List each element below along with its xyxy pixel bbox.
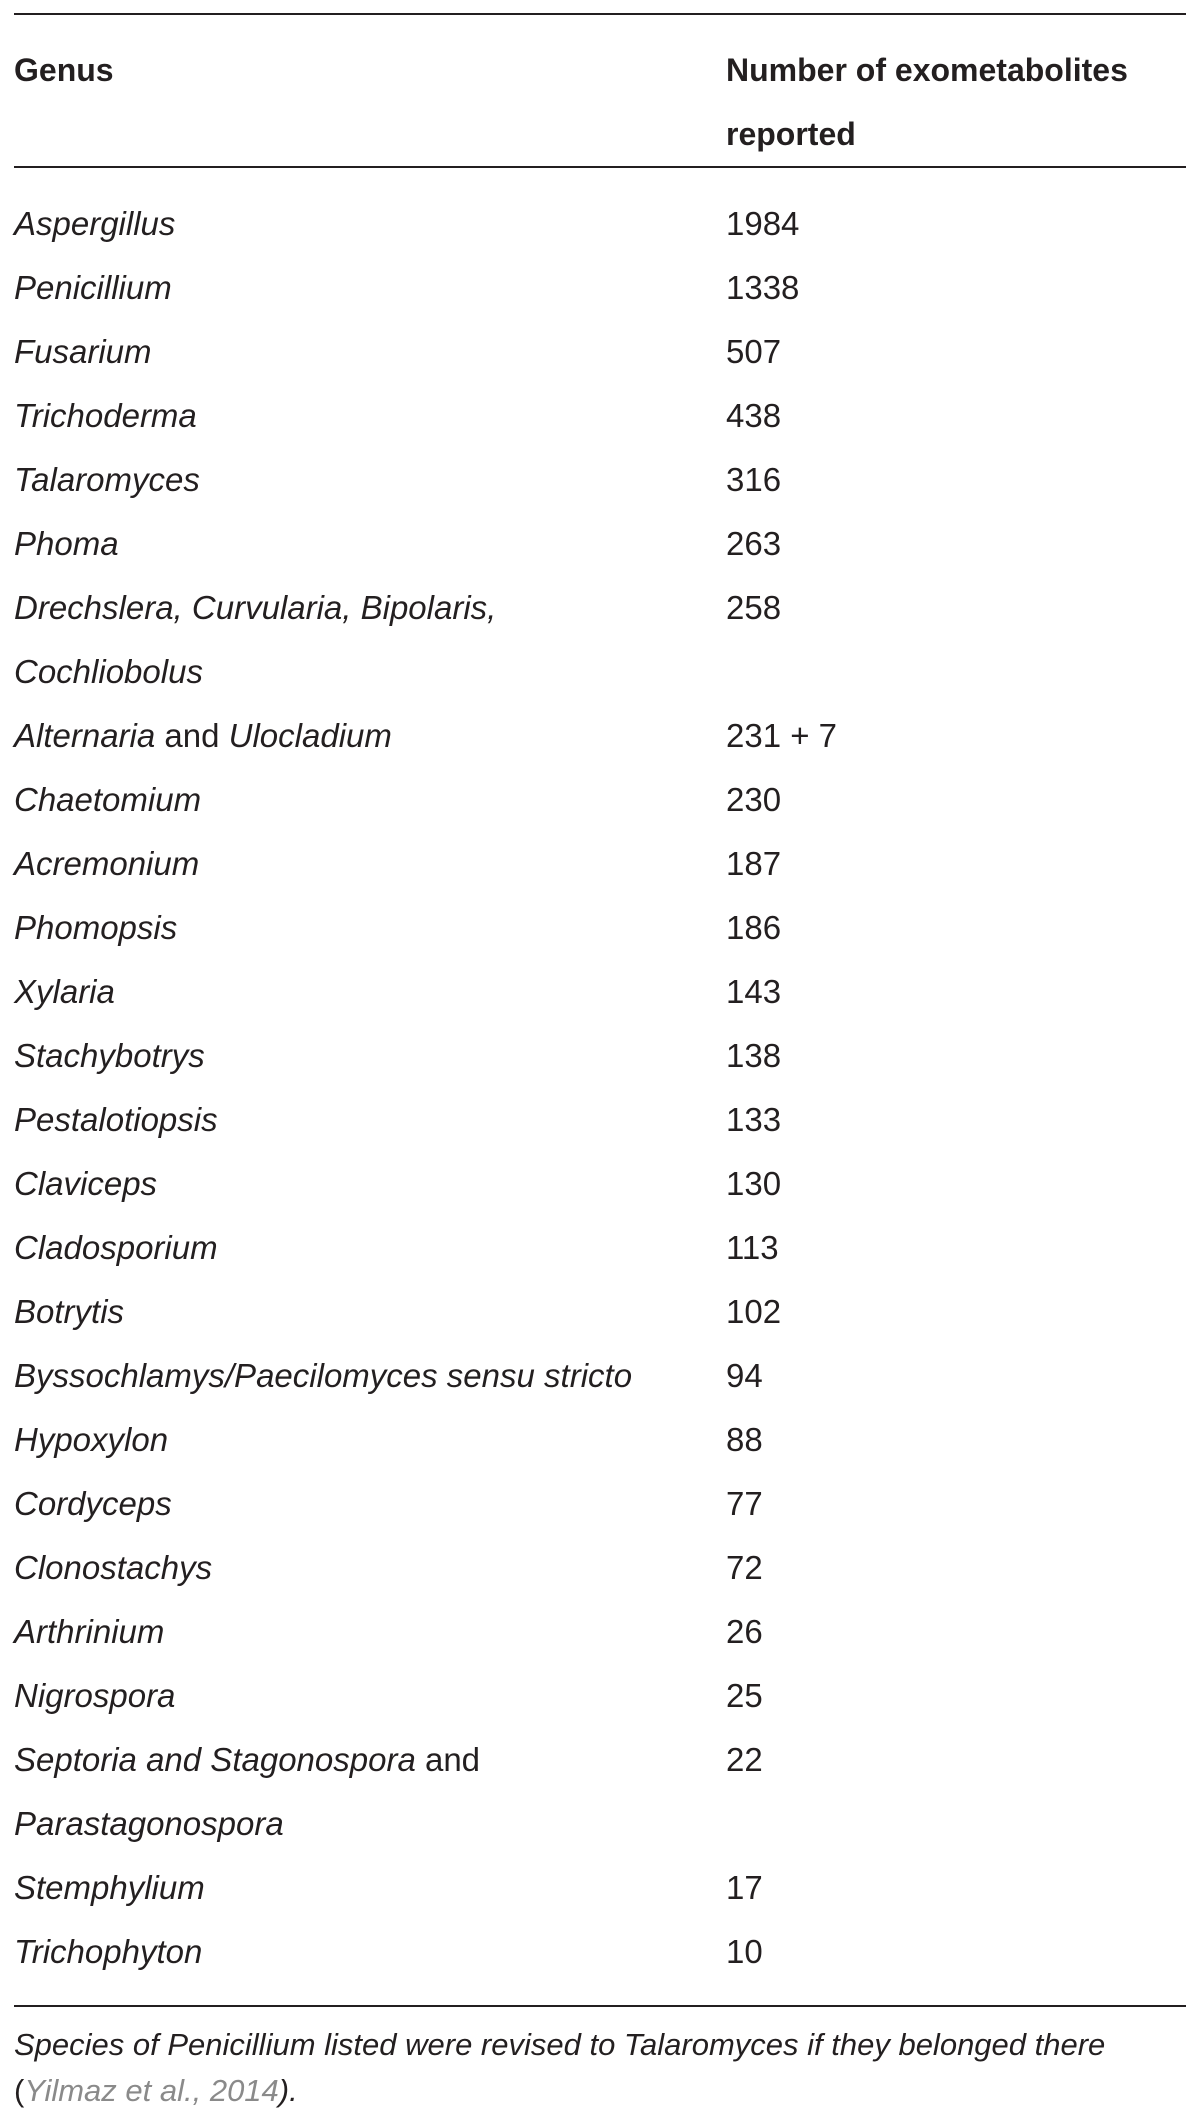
genus-cell: Chaetomium — [14, 781, 202, 818]
table-row — [14, 1600, 1186, 1664]
count-cell: 231 + 7 — [726, 717, 838, 754]
count-cell: 88 — [726, 1421, 763, 1458]
table-row — [14, 960, 1186, 1024]
header-exometabolites-line1: Number of exometabolites — [726, 52, 1128, 88]
genus-cell — [14, 1728, 726, 1856]
genus-line: Cochliobolus — [14, 653, 203, 690]
count-cell: 10 — [726, 1933, 763, 1970]
count-cell: 507 — [726, 333, 782, 370]
table-row — [14, 1664, 1186, 1728]
table-row — [14, 448, 1186, 512]
footnote-text: Species of Penicillium listed were revised to Talaromyces if they belonged there — [14, 2027, 1106, 2062]
genus-name: Ulocladium — [228, 717, 392, 754]
table-row — [14, 1152, 1186, 1216]
genus-cell: Talaromyces — [14, 461, 200, 498]
genus-cell: Stemphylium — [14, 1869, 205, 1906]
count-cell: 230 — [726, 781, 782, 818]
table-row — [14, 384, 1186, 448]
table-row — [14, 1472, 1186, 1536]
table-row — [14, 1728, 1186, 1856]
count-cell: 113 — [726, 1229, 779, 1266]
table-row — [14, 768, 1186, 832]
count-cell: 138 — [726, 1037, 782, 1074]
footnote-paren-open: ( — [14, 2073, 25, 2108]
top-rule — [14, 13, 1186, 15]
count-cell: 316 — [726, 461, 782, 498]
conjunction: and — [155, 717, 229, 754]
table-row — [14, 1280, 1186, 1344]
genus-line: Drechslera, Curvularia, Bipolaris, — [14, 589, 497, 626]
conjunction: and — [415, 1741, 481, 1778]
count-cell: 187 — [726, 845, 782, 882]
genus-cell: Xylaria — [14, 973, 115, 1010]
genus-name: Septoria and Stagonospora — [14, 1741, 416, 1778]
table-row — [14, 1408, 1186, 1472]
count-cell: 130 — [726, 1165, 782, 1202]
table-body — [14, 192, 1186, 1984]
table-row — [14, 1536, 1186, 1600]
table-row — [14, 1024, 1186, 1088]
table-row — [14, 576, 1186, 704]
genus-cell: Trichophyton — [14, 1933, 203, 1970]
count-cell: 258 — [726, 589, 782, 626]
header-exometabolites — [726, 38, 1196, 166]
count-cell: 25 — [726, 1677, 763, 1714]
count-cell: 1984 — [726, 205, 800, 242]
table-row — [14, 1920, 1186, 1984]
table-row — [14, 256, 1186, 320]
genus-cell: Hypoxylon — [14, 1421, 169, 1458]
genus-cell: Phoma — [14, 525, 119, 562]
table-row — [14, 512, 1186, 576]
citation-link[interactable]: Yilmaz et al., 2014 — [24, 2073, 279, 2108]
table-row — [14, 1344, 1186, 1408]
count-cell: 102 — [726, 1293, 782, 1330]
table-row — [14, 832, 1186, 896]
genus-cell: Botrytis — [14, 1293, 125, 1330]
genus-cell: Phomopsis — [14, 909, 178, 946]
table-row — [14, 192, 1186, 256]
genus-line: Parastagonospora — [14, 1805, 284, 1842]
genus-cell: Nigrospora — [14, 1677, 176, 1714]
genus-cell: Fusarium — [14, 333, 152, 370]
table-row — [14, 1216, 1186, 1280]
count-cell: 94 — [726, 1357, 763, 1394]
footnote-paren-close: ). — [278, 2073, 298, 2108]
genus-cell: Claviceps — [14, 1165, 158, 1202]
count-cell: 143 — [726, 973, 782, 1010]
count-cell: 438 — [726, 397, 782, 434]
table-footnote — [14, 2022, 1194, 2114]
genus-cell: Stachybotrys — [14, 1037, 205, 1074]
genus-cell: Arthrinium — [14, 1613, 165, 1650]
count-cell: 133 — [726, 1101, 782, 1138]
count-cell: 263 — [726, 525, 782, 562]
table-row — [14, 1856, 1186, 1920]
header-genus: Genus — [14, 52, 114, 88]
bottom-rule — [14, 2005, 1186, 2007]
count-cell: 72 — [726, 1549, 763, 1586]
table-row — [14, 320, 1186, 384]
count-cell: 1338 — [726, 269, 800, 306]
genus-cell: Acremonium — [14, 845, 200, 882]
count-cell: 186 — [726, 909, 782, 946]
genus-cell: Cladosporium — [14, 1229, 218, 1266]
count-cell: 17 — [726, 1869, 763, 1906]
header-exometabolites-line2: reported — [726, 116, 856, 152]
genus-cell — [14, 704, 726, 768]
table-row — [14, 1088, 1186, 1152]
header-rule — [14, 166, 1186, 168]
genus-cell: Penicillium — [14, 269, 172, 306]
genus-cell — [14, 576, 726, 704]
genus-name: Alternaria — [14, 717, 156, 754]
genus-cell: Cordyceps — [14, 1485, 172, 1522]
genus-cell: Byssochlamys/Paecilomyces sensu stricto — [14, 1357, 633, 1394]
table-row — [14, 704, 1186, 768]
genus-cell: Aspergillus — [14, 205, 176, 242]
count-cell: 26 — [726, 1613, 763, 1650]
count-cell: 77 — [726, 1485, 763, 1522]
table-row — [14, 896, 1186, 960]
genus-cell: Trichoderma — [14, 397, 197, 434]
count-cell: 22 — [726, 1741, 763, 1778]
genus-line — [14, 1728, 726, 1792]
genus-cell: Pestalotiopsis — [14, 1101, 218, 1138]
genus-cell: Clonostachys — [14, 1549, 213, 1586]
